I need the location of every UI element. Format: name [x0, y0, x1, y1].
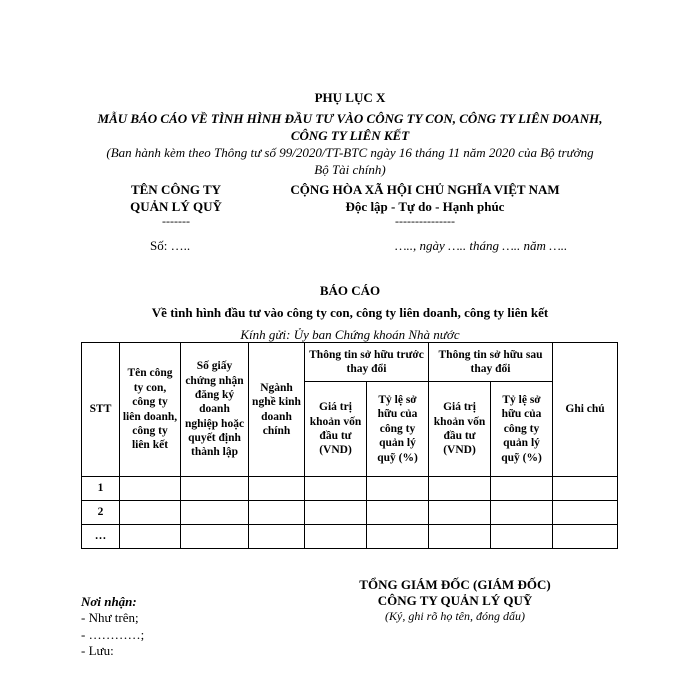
table-cell — [367, 525, 429, 549]
header-license: Số giấy chứng nhận đăng ký doanh nghiệp hoặc quyết định thành lập — [181, 343, 249, 477]
table-cell — [181, 525, 249, 549]
recipient-item: - Lưu: — [81, 643, 114, 658]
header-before-capital: Giá trị khoản vốn đầu tư (VND) — [305, 382, 367, 477]
company-separator: ------- — [162, 214, 190, 228]
signer-company: CÔNG TY QUẢN LÝ QUỸ — [377, 593, 533, 608]
investment-report-table — [81, 342, 618, 549]
national-separator: --------------- — [395, 214, 455, 228]
document-number: Số: ….. — [150, 238, 191, 253]
issuance-note-line1: (Ban hành kèm theo Thông tư số 99/2020/TT-BTC ngày 16 tháng 11 năm 2020 của Bộ trưởng — [106, 145, 594, 160]
table-cell — [120, 477, 181, 501]
table-cell — [120, 501, 181, 525]
national-title: CỘNG HÒA XÃ HỘI CHỦ NGHĨA VIỆT NAM — [290, 182, 560, 197]
table-row — [82, 501, 618, 525]
row-stt: 1 — [82, 477, 120, 501]
table-row — [82, 525, 618, 549]
company-name-line2: QUẢN LÝ QUỸ — [130, 199, 222, 214]
table-cell — [305, 501, 367, 525]
company-name-line1: TÊN CÔNG TY — [130, 182, 222, 197]
header-before-change: Thông tin sở hữu trước thay đổi — [305, 343, 429, 382]
table-cell — [553, 477, 618, 501]
table-cell — [367, 477, 429, 501]
header-after-ratio: Tỷ lệ sở hữu của công ty quản lý quỹ (%) — [491, 382, 553, 477]
table-cell — [181, 477, 249, 501]
signer-title: TỔNG GIÁM ĐỐC (GIÁM ĐỐC) — [359, 577, 551, 592]
table-cell — [429, 501, 491, 525]
table-cell — [429, 477, 491, 501]
recipients-label: Nơi nhận: — [81, 594, 137, 609]
recipient-item: - Như trên; — [81, 610, 139, 625]
table-cell — [491, 525, 553, 549]
table-cell — [305, 477, 367, 501]
signature-instruction: (Ký, ghi rõ họ tên, đóng dấu) — [385, 609, 525, 623]
header-before-ratio: Tỷ lệ sở hữu của công ty quản lý quỹ (%) — [367, 382, 429, 477]
table-cell — [553, 501, 618, 525]
header-company-name: Tên công ty con, công ty liên doanh, công ty liên kết — [120, 343, 181, 477]
form-title-line2: CÔNG TY LIÊN KẾT — [290, 128, 410, 143]
issuance-note-line2: Bộ Tài chính) — [314, 162, 386, 177]
header-industry: Ngành nghề kinh doanh chính — [249, 343, 305, 477]
table-cell — [491, 501, 553, 525]
date-line: ….., ngày ….. tháng ….. năm ….. — [395, 238, 568, 253]
header-after-capital: Giá trị khoản vốn đầu tư (VND) — [429, 382, 491, 477]
header-after-change: Thông tin sở hữu sau thay đổi — [429, 343, 553, 382]
national-motto: Độc lập - Tự do - Hạnh phúc — [345, 199, 505, 214]
header-stt: STT — [82, 343, 120, 477]
table-cell — [491, 477, 553, 501]
report-recipient: Kính gửi: Ủy ban Chứng khoán Nhà nước — [240, 327, 460, 342]
table-cell — [181, 501, 249, 525]
header-notes: Ghi chú — [553, 343, 618, 477]
table-cell — [553, 525, 618, 549]
table-cell — [429, 525, 491, 549]
table-cell — [249, 501, 305, 525]
table-cell — [120, 525, 181, 549]
table-row — [82, 477, 618, 501]
row-stt: … — [82, 525, 120, 549]
report-title: BÁO CÁO — [319, 283, 381, 298]
table-cell — [249, 477, 305, 501]
report-subtitle: Về tình hình đầu tư vào công ty con, công ty liên doanh, công ty liên kết — [151, 305, 549, 320]
form-title-line1: MẪU BÁO CÁO VỀ TÌNH HÌNH ĐẦU TƯ VÀO CÔNG TY CON, CÔNG TY LIÊN DOANH, — [97, 111, 603, 126]
appendix-title: PHỤ LỤC X — [314, 90, 386, 105]
table-header-row — [82, 343, 618, 382]
recipient-item: - …………; — [81, 627, 145, 642]
table-cell — [305, 525, 367, 549]
row-stt: 2 — [82, 501, 120, 525]
table-cell — [367, 501, 429, 525]
table-cell — [249, 525, 305, 549]
